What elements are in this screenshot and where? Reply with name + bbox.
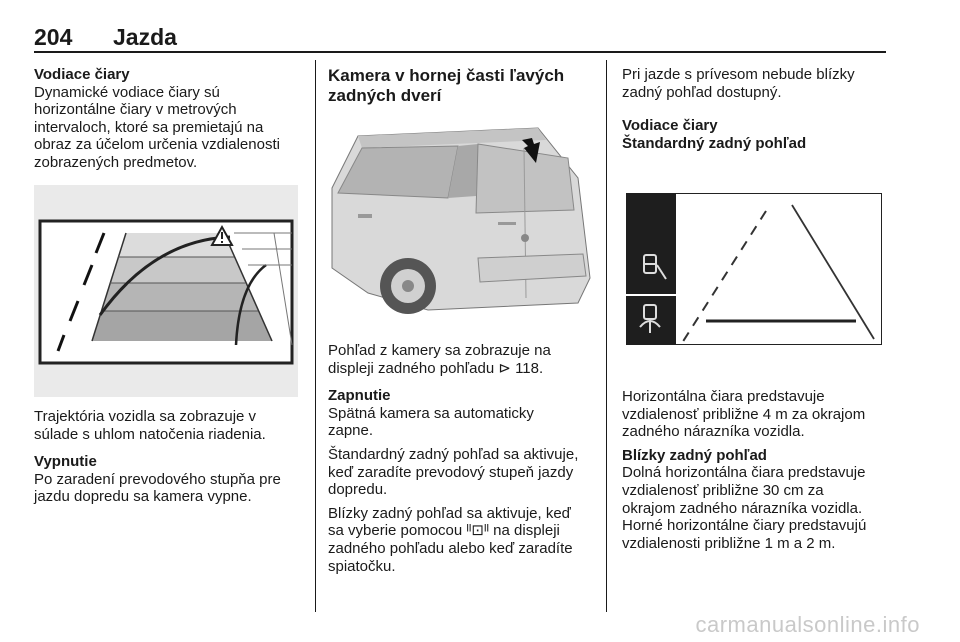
logo-emblem (521, 234, 529, 242)
text-line: Horné horizontálne čiary predstavujú (622, 517, 867, 535)
text-line: obraz za účelom určenia vzdialenosti (34, 136, 280, 154)
text-line: zadného pohľadu alebo keď zaradíte (328, 539, 573, 557)
text-line: Dolná horizontálna čiara predstavuje (622, 464, 866, 482)
title-line: Kamera v hornej časti ľavých (328, 66, 565, 85)
column-divider-1 (315, 60, 316, 612)
text-line: zapne. (328, 422, 374, 440)
heading-switch-on: Zapnutie (328, 387, 391, 405)
text-line: zadný pohľad dostupný. (622, 83, 782, 101)
text-line: displeji zadného pohľadu ⊳ 118. (328, 359, 544, 377)
text-line: jazdu dopredu sa kamera vypne. (34, 488, 252, 506)
heading-standard-view: Štandardný zadný pohľad (622, 134, 807, 152)
heading-switch-off: Vypnutie (34, 453, 97, 471)
text-line: horizontálne čiary v metrových (34, 101, 237, 119)
text-line: Štandardný zadný pohľad sa aktivuje, (328, 445, 579, 463)
column-3 (622, 66, 892, 152)
text-line: zobrazených predmetov. (34, 153, 198, 171)
text-line: Pri jazde s prívesom nebude blízky (622, 66, 855, 83)
text-line: okrajom zadného nárazníka vozidla. (622, 499, 863, 517)
text-line: zadného nárazníka vozidla. (622, 423, 805, 441)
text-line: Blízky zadný pohľad sa aktivuje, keď (328, 504, 571, 522)
text-line: Horizontálna čiara predstavuje (622, 388, 825, 405)
text-line: Pohľad z kamery sa zobrazuje na (328, 342, 551, 359)
text-line: Dynamické vodiace čiary sú (34, 83, 220, 101)
text-line: Spätná kamera sa automaticky (328, 404, 534, 422)
text-line: intervaloch, ktoré sa premietajú na (34, 118, 264, 136)
guideline-illustration (34, 185, 298, 397)
text-line: vzdialenosť približne 30 cm za (622, 481, 824, 499)
heading-guidelines: Vodiace čiary (622, 117, 718, 135)
text-line: spiatočku. (328, 557, 396, 575)
text-line: súlade s uhlom natočenia riadenia. (34, 425, 266, 443)
column-1-lower (34, 408, 304, 506)
text-line: dopredu. (328, 481, 388, 499)
column-divider-2 (606, 60, 607, 612)
van-rear-camera-illustration (328, 118, 594, 330)
header-rule (34, 51, 886, 53)
section-title (328, 66, 598, 106)
text-line: vzdialenosť približne 4 m za okrajom (622, 405, 866, 423)
heading-close-up-view: Blízky zadný pohľad (622, 446, 767, 464)
text-line: sa vyberie pomocou ᴵᴵ⊡ᴵᴵ na displeji (328, 522, 560, 540)
text-line: Po zaradení prevodového stupňa pre (34, 470, 281, 488)
watermark: carmanualsonline.info (695, 612, 920, 637)
column-3-lower (622, 388, 892, 552)
column-2 (328, 342, 598, 575)
heading-guidelines: Vodiace čiary (34, 66, 130, 83)
text-line: keď zaradíte prevodový stupeň jazdy (328, 463, 574, 481)
standard-rear-view-diagram (626, 193, 882, 345)
chapter-title: Jazda (113, 24, 177, 50)
text-line: vzdialenosti približne 1 m a 2 m. (622, 534, 836, 552)
column-1 (34, 66, 304, 172)
page-number: 204 (34, 24, 73, 50)
text-line: Trajektória vozidla sa zobrazuje v (34, 408, 257, 425)
title-line: zadných dverí (328, 86, 442, 105)
